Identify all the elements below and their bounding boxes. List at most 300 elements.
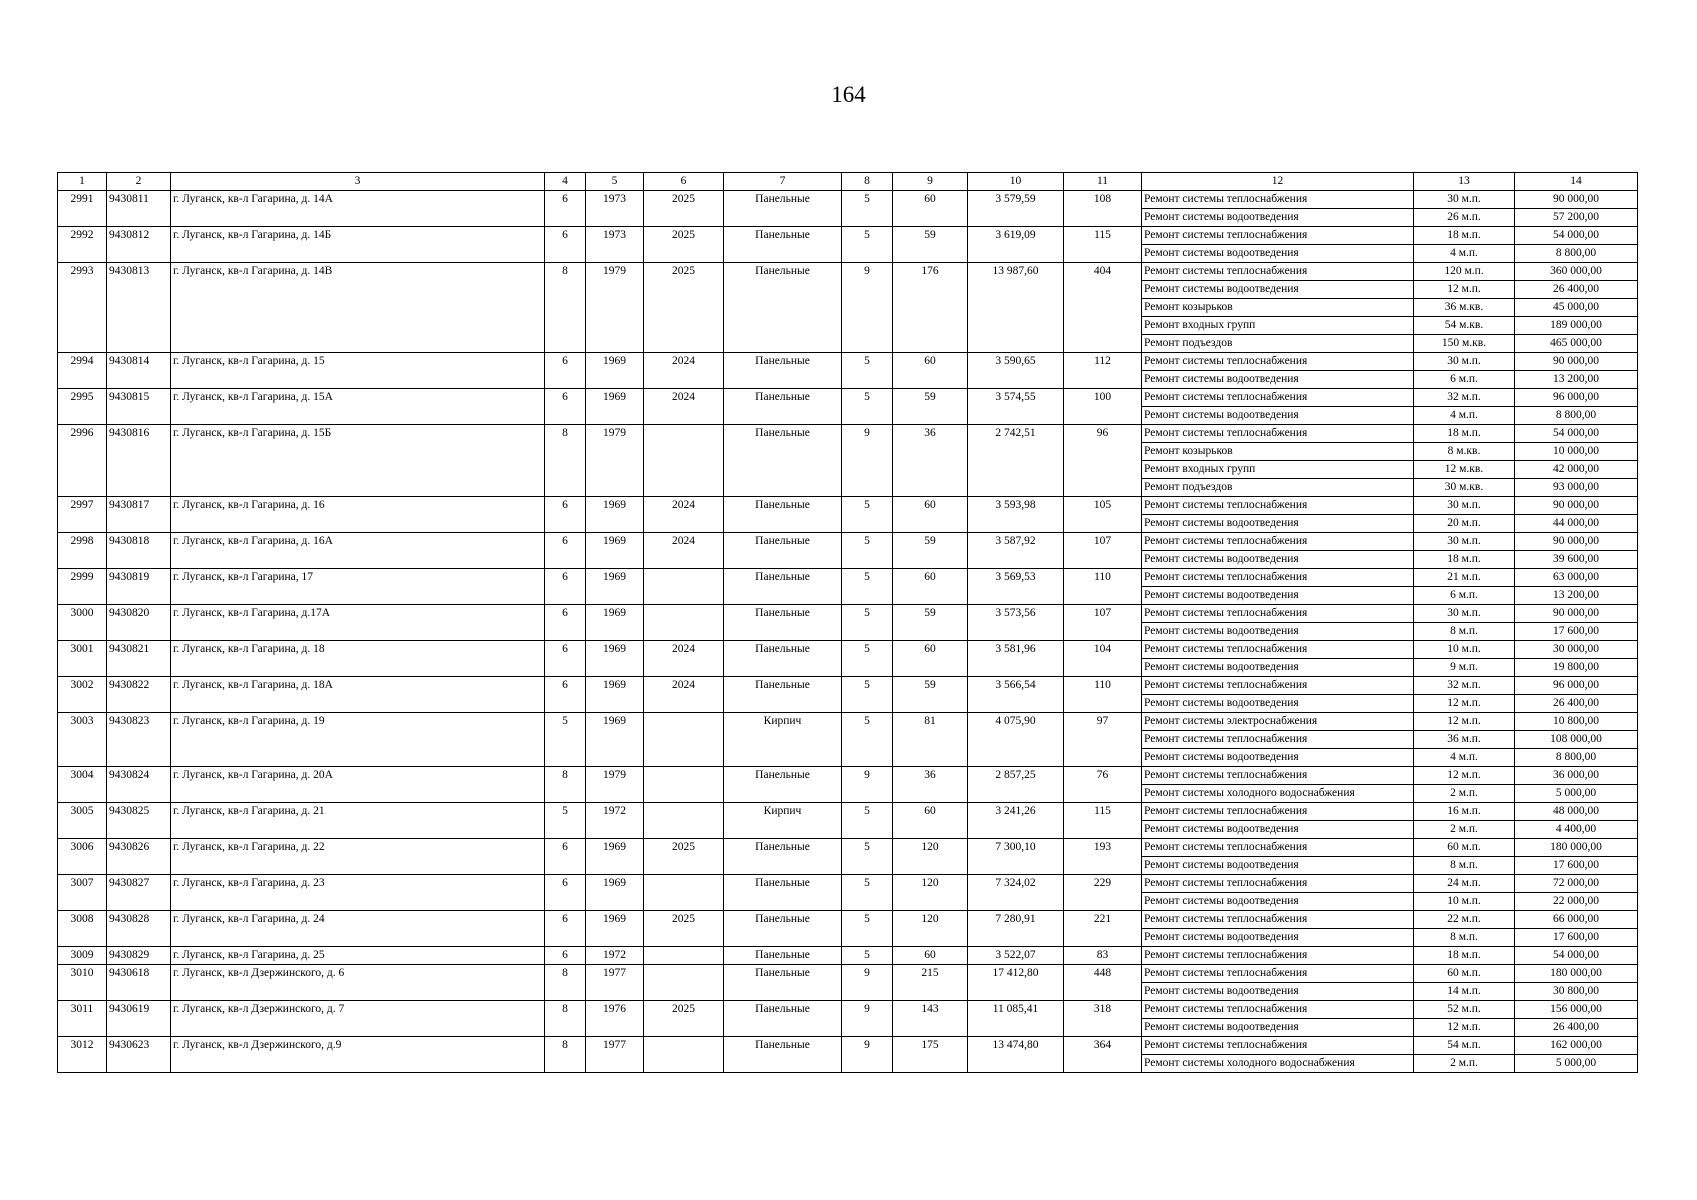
planned-year: 2024 [644, 641, 724, 659]
row-number [58, 317, 107, 335]
wall-material: Панельные [724, 875, 842, 893]
year-built [586, 1019, 644, 1037]
building-code: 9430813 [107, 263, 171, 281]
col-9-value: 60 [893, 641, 968, 659]
floors: 9 [842, 263, 893, 281]
address [171, 245, 545, 263]
work-quantity: 32 м.п. [1414, 677, 1515, 695]
year-built [586, 299, 644, 317]
address: г. Луганск, кв-л Гагарина, д. 15 [171, 353, 545, 371]
work-quantity: 24 м.п. [1414, 875, 1515, 893]
col-9-value [893, 299, 968, 317]
address [171, 551, 545, 569]
work-name: Ремонт системы холодного водоснабжения [1142, 785, 1414, 803]
work-cost: 19 800,00 [1515, 659, 1638, 677]
work-cost: 26 400,00 [1515, 281, 1638, 299]
floors: 5 [842, 947, 893, 965]
building-row [58, 569, 1638, 587]
column-header-10: 10 [968, 173, 1064, 191]
year-built: 1977 [586, 965, 644, 983]
area [968, 335, 1064, 353]
col-9-value: 120 [893, 839, 968, 857]
floors [842, 407, 893, 425]
col-9-value [893, 479, 968, 497]
work-name: Ремонт системы водоотведения [1142, 857, 1414, 875]
floors [842, 587, 893, 605]
work-quantity: 30 м.п. [1414, 605, 1515, 623]
col-4-value [545, 299, 586, 317]
work-quantity: 18 м.п. [1414, 551, 1515, 569]
planned-year: 2024 [644, 353, 724, 371]
area: 3 241,26 [968, 803, 1064, 821]
area [968, 443, 1064, 461]
building-code [107, 299, 171, 317]
building-code: 9430817 [107, 497, 171, 515]
building-row [58, 911, 1638, 929]
year-built: 1972 [586, 803, 644, 821]
year-built [586, 371, 644, 389]
col-9-value [893, 281, 968, 299]
wall-material [724, 443, 842, 461]
work-cost: 39 600,00 [1515, 551, 1638, 569]
wall-material [724, 893, 842, 911]
row-number [58, 857, 107, 875]
wall-material [724, 623, 842, 641]
work-name: Ремонт системы водоотведения [1142, 929, 1414, 947]
work-cost: 5 000,00 [1515, 1055, 1638, 1073]
work-quantity: 54 м.п. [1414, 1037, 1515, 1055]
building-code: 9430814 [107, 353, 171, 371]
work-row [58, 443, 1638, 461]
planned-year [644, 281, 724, 299]
wall-material: Панельные [724, 389, 842, 407]
wall-material [724, 659, 842, 677]
address [171, 749, 545, 767]
col-4-value [545, 209, 586, 227]
col-4-value: 6 [545, 947, 586, 965]
work-cost: 13 200,00 [1515, 587, 1638, 605]
row-number [58, 479, 107, 497]
address [171, 407, 545, 425]
work-name: Ремонт системы теплоснабжения [1142, 803, 1414, 821]
building-row [58, 1037, 1638, 1055]
work-cost: 5 000,00 [1515, 785, 1638, 803]
wall-material [724, 245, 842, 263]
work-row [58, 281, 1638, 299]
work-cost: 22 000,00 [1515, 893, 1638, 911]
planned-year: 2024 [644, 677, 724, 695]
area [968, 515, 1064, 533]
year-built: 1979 [586, 263, 644, 281]
work-quantity: 36 м.п. [1414, 731, 1515, 749]
wall-material: Панельные [724, 947, 842, 965]
floors: 9 [842, 965, 893, 983]
residents [1064, 749, 1142, 767]
col-4-value [545, 785, 586, 803]
work-row [58, 929, 1638, 947]
area [968, 479, 1064, 497]
work-name: Ремонт системы теплоснабжения [1142, 1001, 1414, 1019]
wall-material [724, 821, 842, 839]
work-cost: 4 400,00 [1515, 821, 1638, 839]
planned-year: 2025 [644, 1001, 724, 1019]
work-name: Ремонт подъездов [1142, 335, 1414, 353]
work-row [58, 245, 1638, 263]
work-cost: 45 000,00 [1515, 299, 1638, 317]
work-row [58, 785, 1638, 803]
col-9-value [893, 551, 968, 569]
row-number: 3008 [58, 911, 107, 929]
year-built [586, 821, 644, 839]
row-number: 3007 [58, 875, 107, 893]
area [968, 659, 1064, 677]
address: г. Луганск, кв-л Дзержинского, д. 6 [171, 965, 545, 983]
address [171, 983, 545, 1001]
residents: 112 [1064, 353, 1142, 371]
address: г. Луганск, кв-л Гагарина, д. 14А [171, 191, 545, 209]
work-cost: 90 000,00 [1515, 353, 1638, 371]
floors [842, 317, 893, 335]
year-built [586, 443, 644, 461]
work-quantity: 30 м.кв. [1414, 479, 1515, 497]
work-cost: 72 000,00 [1515, 875, 1638, 893]
building-row [58, 803, 1638, 821]
work-row [58, 461, 1638, 479]
floors: 5 [842, 641, 893, 659]
floors [842, 245, 893, 263]
area: 3 522,07 [968, 947, 1064, 965]
work-cost: 465 000,00 [1515, 335, 1638, 353]
col-9-value [893, 821, 968, 839]
building-row [58, 425, 1638, 443]
col-9-value: 59 [893, 605, 968, 623]
col-9-value: 36 [893, 425, 968, 443]
year-built: 1969 [586, 605, 644, 623]
residents: 76 [1064, 767, 1142, 785]
residents: 100 [1064, 389, 1142, 407]
work-cost: 48 000,00 [1515, 803, 1638, 821]
wall-material [724, 515, 842, 533]
residents: 97 [1064, 713, 1142, 731]
col-9-value [893, 461, 968, 479]
work-cost: 30 000,00 [1515, 641, 1638, 659]
planned-year: 2024 [644, 497, 724, 515]
work-name: Ремонт системы теплоснабжения [1142, 533, 1414, 551]
residents [1064, 479, 1142, 497]
building-row [58, 875, 1638, 893]
col-9-value [893, 857, 968, 875]
building-code: 9430820 [107, 605, 171, 623]
address [171, 335, 545, 353]
work-quantity: 2 м.п. [1414, 785, 1515, 803]
building-code: 9430619 [107, 1001, 171, 1019]
year-built: 1969 [586, 911, 644, 929]
wall-material [724, 695, 842, 713]
year-built: 1969 [586, 497, 644, 515]
col-4-value [545, 371, 586, 389]
work-cost: 90 000,00 [1515, 533, 1638, 551]
building-code [107, 821, 171, 839]
col-4-value [545, 281, 586, 299]
area [968, 623, 1064, 641]
work-name: Ремонт системы водоотведения [1142, 695, 1414, 713]
work-quantity: 30 м.п. [1414, 191, 1515, 209]
floors: 5 [842, 677, 893, 695]
wall-material [724, 731, 842, 749]
residents: 83 [1064, 947, 1142, 965]
col-9-value [893, 443, 968, 461]
work-cost: 93 000,00 [1515, 479, 1638, 497]
residents [1064, 461, 1142, 479]
wall-material [724, 461, 842, 479]
col-4-value [545, 461, 586, 479]
year-built [586, 245, 644, 263]
residents: 96 [1064, 425, 1142, 443]
floors [842, 1019, 893, 1037]
col-9-value [893, 623, 968, 641]
building-row [58, 1001, 1638, 1019]
year-built: 1969 [586, 677, 644, 695]
planned-year [644, 857, 724, 875]
floors [842, 281, 893, 299]
residents [1064, 785, 1142, 803]
planned-year [644, 749, 724, 767]
planned-year [644, 443, 724, 461]
col-4-value: 8 [545, 1037, 586, 1055]
wall-material [724, 857, 842, 875]
work-quantity: 54 м.кв. [1414, 317, 1515, 335]
year-built: 1969 [586, 713, 644, 731]
work-cost: 36 000,00 [1515, 767, 1638, 785]
address: г. Луганск, кв-л Гагарина, д. 14Б [171, 227, 545, 245]
residents: 193 [1064, 839, 1142, 857]
row-number: 3010 [58, 965, 107, 983]
address: г. Луганск, кв-л Гагарина, д. 20А [171, 767, 545, 785]
col-4-value [545, 317, 586, 335]
wall-material: Панельные [724, 353, 842, 371]
row-number: 2991 [58, 191, 107, 209]
row-number: 2994 [58, 353, 107, 371]
floors [842, 443, 893, 461]
year-built [586, 335, 644, 353]
year-built [586, 785, 644, 803]
wall-material: Панельные [724, 497, 842, 515]
planned-year: 2025 [644, 839, 724, 857]
floors [842, 479, 893, 497]
row-number: 3005 [58, 803, 107, 821]
work-name: Ремонт системы теплоснабжения [1142, 839, 1414, 857]
year-built: 1969 [586, 569, 644, 587]
floors: 5 [842, 569, 893, 587]
wall-material [724, 587, 842, 605]
row-number [58, 821, 107, 839]
col-9-value: 36 [893, 767, 968, 785]
residents: 448 [1064, 965, 1142, 983]
row-number: 2998 [58, 533, 107, 551]
work-quantity: 12 м.кв. [1414, 461, 1515, 479]
column-header-8: 8 [842, 173, 893, 191]
planned-year [644, 317, 724, 335]
floors: 5 [842, 497, 893, 515]
planned-year: 2025 [644, 227, 724, 245]
wall-material [724, 1019, 842, 1037]
area: 3 579,59 [968, 191, 1064, 209]
address [171, 443, 545, 461]
row-number: 2996 [58, 425, 107, 443]
area: 4 075,90 [968, 713, 1064, 731]
area [968, 1055, 1064, 1073]
row-number: 3004 [58, 767, 107, 785]
work-cost: 66 000,00 [1515, 911, 1638, 929]
work-quantity: 10 м.п. [1414, 893, 1515, 911]
year-built: 1973 [586, 227, 644, 245]
column-header-6: 6 [644, 173, 724, 191]
wall-material: Панельные [724, 1001, 842, 1019]
row-number: 3011 [58, 1001, 107, 1019]
building-row [58, 641, 1638, 659]
floors [842, 371, 893, 389]
year-built [586, 893, 644, 911]
floors [842, 731, 893, 749]
building-row [58, 389, 1638, 407]
wall-material [724, 479, 842, 497]
residents [1064, 821, 1142, 839]
residents: 104 [1064, 641, 1142, 659]
building-code [107, 245, 171, 263]
work-row [58, 749, 1638, 767]
address [171, 1019, 545, 1037]
area [968, 695, 1064, 713]
col-9-value [893, 929, 968, 947]
floors: 9 [842, 1001, 893, 1019]
planned-year [644, 731, 724, 749]
area [968, 731, 1064, 749]
floors: 9 [842, 1037, 893, 1055]
col-4-value [545, 731, 586, 749]
floors [842, 1055, 893, 1073]
col-9-value: 60 [893, 191, 968, 209]
col-9-value: 175 [893, 1037, 968, 1055]
residents: 115 [1064, 803, 1142, 821]
col-4-value [545, 857, 586, 875]
area: 3 574,55 [968, 389, 1064, 407]
wall-material [724, 299, 842, 317]
row-number [58, 245, 107, 263]
row-number [58, 551, 107, 569]
year-built: 1969 [586, 641, 644, 659]
work-name: Ремонт системы теплоснабжения [1142, 497, 1414, 515]
work-quantity: 10 м.п. [1414, 641, 1515, 659]
work-row [58, 335, 1638, 353]
work-quantity: 18 м.п. [1414, 425, 1515, 443]
col-9-value [893, 317, 968, 335]
work-row [58, 731, 1638, 749]
column-header-1: 1 [58, 173, 107, 191]
residents: 108 [1064, 191, 1142, 209]
year-built: 1979 [586, 425, 644, 443]
residents [1064, 443, 1142, 461]
column-header-12: 12 [1142, 173, 1414, 191]
residents: 105 [1064, 497, 1142, 515]
residents [1064, 407, 1142, 425]
building-row [58, 839, 1638, 857]
year-built: 1972 [586, 947, 644, 965]
work-cost: 180 000,00 [1515, 839, 1638, 857]
address: г. Луганск, кв-л Гагарина, д. 15А [171, 389, 545, 407]
building-code [107, 1019, 171, 1037]
building-code [107, 317, 171, 335]
row-number [58, 371, 107, 389]
address: г. Луганск, кв-л Гагарина, д. 24 [171, 911, 545, 929]
col-9-value [893, 983, 968, 1001]
work-quantity: 21 м.п. [1414, 569, 1515, 587]
col-9-value: 81 [893, 713, 968, 731]
planned-year [644, 947, 724, 965]
row-number: 3002 [58, 677, 107, 695]
wall-material: Панельные [724, 227, 842, 245]
building-code: 9430812 [107, 227, 171, 245]
residents: 107 [1064, 605, 1142, 623]
floors [842, 461, 893, 479]
work-row [58, 1055, 1638, 1073]
work-name: Ремонт системы теплоснабжения [1142, 605, 1414, 623]
floors: 5 [842, 191, 893, 209]
col-9-value [893, 335, 968, 353]
col-4-value [545, 659, 586, 677]
work-name: Ремонт системы холодного водоснабжения [1142, 1055, 1414, 1073]
work-row [58, 317, 1638, 335]
address: г. Луганск, кв-л Гагарина, д. 18 [171, 641, 545, 659]
building-code: 9430822 [107, 677, 171, 695]
work-name: Ремонт системы водоотведения [1142, 587, 1414, 605]
work-quantity: 30 м.п. [1414, 497, 1515, 515]
residents: 107 [1064, 533, 1142, 551]
area [968, 281, 1064, 299]
work-name: Ремонт системы водоотведения [1142, 623, 1414, 641]
year-built [586, 209, 644, 227]
building-code: 9430815 [107, 389, 171, 407]
address: г. Луганск, кв-л Гагарина, д. 21 [171, 803, 545, 821]
address: г. Луганск, кв-л Гагарина, д. 16А [171, 533, 545, 551]
work-row [58, 371, 1638, 389]
planned-year [644, 821, 724, 839]
wall-material: Панельные [724, 677, 842, 695]
building-code [107, 335, 171, 353]
planned-year [644, 551, 724, 569]
building-code [107, 983, 171, 1001]
registry-body [58, 191, 1638, 1073]
wall-material: Панельные [724, 965, 842, 983]
building-code: 9430825 [107, 803, 171, 821]
planned-year [644, 569, 724, 587]
planned-year [644, 803, 724, 821]
row-number [58, 731, 107, 749]
work-cost: 57 200,00 [1515, 209, 1638, 227]
floors [842, 893, 893, 911]
col-9-value: 120 [893, 875, 968, 893]
wall-material [724, 371, 842, 389]
col-9-value: 59 [893, 677, 968, 695]
area: 11 085,41 [968, 1001, 1064, 1019]
column-header-9: 9 [893, 173, 968, 191]
work-name: Ремонт системы теплоснабжения [1142, 263, 1414, 281]
wall-material: Панельные [724, 605, 842, 623]
building-row [58, 605, 1638, 623]
address: г. Луганск, кв-л Гагарина, д. 23 [171, 875, 545, 893]
column-header-7: 7 [724, 173, 842, 191]
residents [1064, 695, 1142, 713]
building-code: 9430824 [107, 767, 171, 785]
